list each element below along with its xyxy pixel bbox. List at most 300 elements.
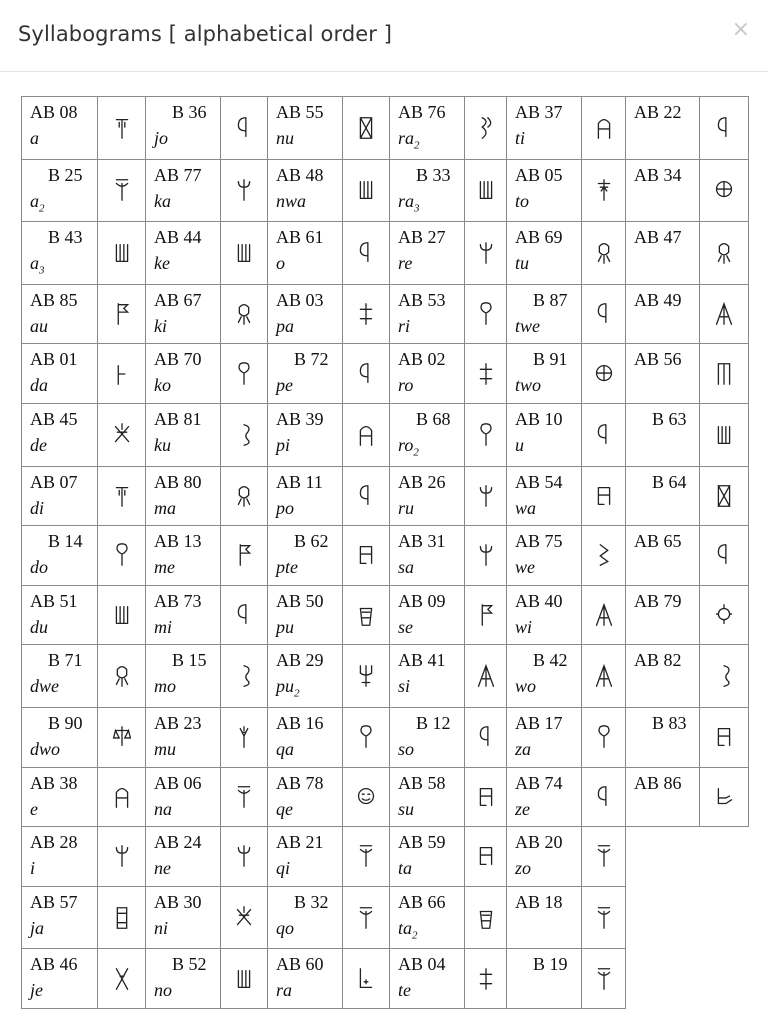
sign-code: AB 53: [398, 289, 446, 310]
sign-code: AB 31: [398, 531, 446, 552]
table-row: [22, 403, 749, 466]
sign-code: B 62: [294, 531, 329, 552]
sign-glyph-cell: [98, 284, 146, 344]
sign-code: AB 23: [154, 712, 202, 733]
sign-sound-subscript: 2: [412, 929, 418, 942]
syllabogram-glyph-icon: [475, 965, 497, 993]
sign-code: AB 18: [515, 891, 563, 912]
sign-cell: [22, 585, 98, 645]
syllabogram-glyph-icon: [233, 114, 255, 142]
sign-cell: [626, 403, 700, 466]
sign-sound-value: di: [30, 497, 45, 518]
sign-code: AB 70: [154, 349, 202, 370]
sign-cell: [626, 526, 700, 586]
sign-code: AB 01: [30, 349, 78, 370]
sign-sound-value: te: [398, 980, 411, 1001]
sign-code: AB 49: [634, 289, 682, 310]
sign-cell: [22, 344, 98, 404]
syllabogram-glyph-icon: [475, 723, 497, 751]
sign-code: AB 07: [30, 471, 78, 492]
sign-glyph-cell: [465, 827, 507, 887]
sign-code: AB 46: [30, 954, 78, 975]
sign-sound-value: ne: [154, 858, 171, 879]
sign-code: AB 74: [515, 772, 563, 793]
sign-cell: [626, 222, 700, 285]
sign-cell: [146, 949, 221, 1009]
table-row: [22, 466, 749, 526]
syllabogram-glyph-icon: [475, 176, 497, 204]
sign-sound-value: [634, 495, 699, 521]
sign-cell: [146, 344, 221, 404]
sign-cell: [146, 159, 221, 222]
sign-glyph-cell: [98, 97, 146, 160]
syllabogram-glyph-icon: [233, 482, 255, 510]
syllabogram-glyph-icon: [355, 904, 377, 932]
syllabogram-glyph-icon: [111, 541, 133, 569]
sign-cell: [268, 949, 343, 1009]
sign-glyph-cell: [465, 526, 507, 586]
sign-cell: [507, 585, 582, 645]
sign-glyph-cell: [582, 222, 626, 285]
sign-glyph-cell: [582, 284, 626, 344]
sign-sound-value: au: [30, 315, 48, 336]
syllabogram-glyph-icon: [475, 421, 497, 449]
sign-glyph-cell: [98, 526, 146, 586]
syllabogram-glyph-icon: [475, 239, 497, 267]
syllabogram-glyph-icon: [233, 176, 255, 204]
syllabogram-glyph-icon: [233, 300, 255, 328]
sign-code: AB 76: [398, 102, 446, 122]
sign-sound-value: [634, 736, 699, 762]
sign-cell: [626, 284, 700, 344]
sign-sound-value: za: [515, 738, 532, 759]
sign-cell: [22, 767, 98, 827]
sign-glyph-cell: [98, 949, 146, 1009]
sign-cell: [268, 827, 343, 887]
sign-cell: [626, 159, 700, 222]
syllabogram-glyph-icon: [593, 965, 615, 993]
table-row: [22, 159, 749, 222]
sign-sound-subscript: 2: [413, 446, 419, 459]
sign-code: B 15: [172, 650, 207, 671]
syllabogram-glyph-icon: [233, 662, 255, 690]
table-row: [22, 526, 749, 586]
sign-cell: [268, 159, 343, 222]
sign-code: AB 54: [515, 471, 563, 492]
empty-cell: [626, 949, 749, 1009]
sign-glyph-cell: [343, 585, 390, 645]
sign-sound-value: $ra_2$: [398, 128, 420, 152]
sign-glyph-cell: [221, 645, 268, 708]
sign-glyph-cell: [582, 466, 626, 526]
sign-sound-value: de: [30, 434, 47, 455]
sign-sound-value: [634, 250, 699, 276]
sign-cell: [390, 159, 465, 222]
sign-sound-value: se: [398, 616, 413, 637]
sign-sound-value: ke: [154, 253, 170, 274]
sign-cell: [146, 767, 221, 827]
sign-cell: [390, 403, 465, 466]
syllabogram-glyph-icon: [111, 723, 133, 751]
sign-cell: [390, 949, 465, 1009]
sign-cell: [146, 827, 221, 887]
sign-sound-value: ka: [154, 190, 171, 211]
sign-cell: [507, 827, 582, 887]
sign-cell: [146, 97, 221, 160]
syllabogram-glyph-icon: [593, 360, 615, 388]
sign-glyph-cell: [221, 159, 268, 222]
syllabogram-glyph-icon: [233, 904, 255, 932]
sign-cell: [146, 645, 221, 708]
syllabogram-glyph-icon: [355, 114, 377, 142]
sign-code: AB 09: [398, 590, 446, 611]
sign-code: AB 55: [276, 102, 324, 122]
sign-glyph-cell: [465, 284, 507, 344]
sign-glyph-cell: [343, 949, 390, 1009]
sign-code: AB 81: [154, 408, 202, 429]
sign-cell: [146, 526, 221, 586]
sign-cell: [146, 222, 221, 285]
syllabogram-glyph-icon: [233, 239, 255, 267]
syllabogram-glyph-icon: [111, 904, 133, 932]
sign-cell: [390, 585, 465, 645]
syllabogram-glyph-icon: [355, 239, 377, 267]
syllabogram-glyph-icon: [713, 114, 735, 142]
sign-code: AB 59: [398, 832, 446, 853]
sign-cell: [626, 466, 700, 526]
sign-cell: [268, 526, 343, 586]
sign-sound-value: mo: [154, 676, 176, 697]
sign-glyph-cell: [700, 707, 749, 767]
sign-sound-value: [634, 372, 699, 398]
syllabogram-glyph-icon: [713, 239, 735, 267]
sign-cell: [268, 344, 343, 404]
syllabogram-glyph-icon: [111, 482, 133, 510]
sign-sound-value: ze: [515, 798, 530, 819]
sign-code: AB 26: [398, 471, 446, 492]
sign-glyph-cell: [98, 222, 146, 285]
syllabogram-glyph-icon: [355, 482, 377, 510]
sign-glyph-cell: [343, 707, 390, 767]
syllabogram-glyph-icon: [475, 360, 497, 388]
sign-glyph-cell: [221, 886, 268, 949]
sign-sound-value: [634, 796, 699, 822]
sign-code: AB 21: [276, 832, 324, 853]
syllabogram-glyph-icon: [475, 904, 497, 932]
syllabogram-glyph-icon: [233, 842, 255, 870]
sign-sound-value: [634, 313, 699, 339]
sign-cell: [390, 344, 465, 404]
sign-code: B 14: [48, 531, 83, 552]
sign-sound-value: [634, 188, 699, 214]
sign-cell: [268, 97, 343, 160]
syllabogram-glyph-icon: [111, 239, 133, 267]
sign-glyph-cell: [98, 585, 146, 645]
sign-cell: [268, 767, 343, 827]
sign-glyph-cell: [582, 159, 626, 222]
sign-cell: [626, 97, 700, 160]
sign-code: AB 45: [30, 408, 78, 429]
sign-sound-value: na: [154, 798, 172, 819]
syllabogram-glyph-icon: [355, 176, 377, 204]
sign-cell: [268, 645, 343, 708]
sign-sound-value: to: [515, 190, 530, 211]
sign-code: B 63: [652, 408, 687, 429]
sign-sound-value: $a_2$: [30, 190, 45, 215]
sign-code: B 87: [533, 289, 568, 310]
sign-glyph-cell: [700, 466, 749, 526]
table-row: [22, 886, 749, 949]
sign-code: AB 73: [154, 590, 202, 611]
sign-sound-value: a: [30, 128, 39, 148]
table-row: [22, 344, 749, 404]
sign-glyph-cell: [700, 403, 749, 466]
sign-cell: [146, 585, 221, 645]
syllabogram-glyph-icon: [593, 176, 615, 204]
sign-sound-value: pu: [276, 616, 294, 637]
sign-sound-value: tu: [515, 253, 530, 274]
sign-sound-value: du: [30, 616, 48, 637]
table-row: [22, 222, 749, 285]
sign-glyph-cell: [700, 344, 749, 404]
sign-cell: [22, 222, 98, 285]
sign-code: B 12: [416, 712, 451, 733]
sign-cell: [390, 886, 465, 949]
syllabogram-glyph-icon: [355, 601, 377, 629]
syllabogram-glyph-icon: [713, 601, 735, 629]
sign-code: AB 02: [398, 349, 446, 370]
syllabogram-glyph-icon: [111, 965, 133, 993]
sign-glyph-cell: [582, 949, 626, 1009]
sign-code: AB 61: [276, 227, 324, 248]
sign-code: AB 34: [634, 164, 682, 185]
sign-sound-subscript: 2: [294, 687, 300, 700]
sign-sound-value: twe: [515, 315, 540, 336]
sign-glyph-cell: [98, 159, 146, 222]
close-icon[interactable]: ×: [731, 17, 750, 42]
sign-code: B 36: [172, 102, 207, 122]
sign-sound-value: [634, 432, 699, 458]
sign-code: B 72: [294, 349, 329, 370]
sign-code: AB 77: [154, 164, 202, 185]
sign-sound-value: ta: [398, 858, 413, 879]
sign-sound-value: [515, 915, 581, 941]
table-row: [22, 949, 749, 1009]
sign-cell: [390, 707, 465, 767]
sign-sound-value: [515, 977, 581, 1003]
sign-code: B 33: [416, 164, 451, 185]
sign-sound-value: su: [398, 798, 415, 819]
syllabogram-glyph-icon: [355, 783, 377, 811]
sign-cell: [390, 645, 465, 708]
sign-glyph-cell: [221, 97, 268, 160]
syllabogram-glyph-icon: [593, 783, 615, 811]
sign-code: AB 24: [154, 832, 202, 853]
syllabogram-glyph-icon: [475, 601, 497, 629]
syllabogram-glyph-icon: [713, 300, 735, 328]
sign-sound-value: $a_3$: [30, 253, 45, 277]
sign-cell: [268, 707, 343, 767]
sign-code: AB 05: [515, 164, 563, 185]
sign-sound-value: ra: [276, 980, 293, 1001]
sign-glyph-cell: [582, 645, 626, 708]
sign-sound-value: e: [30, 798, 38, 819]
syllabogram-glyph-icon: [593, 300, 615, 328]
syllabogram-glyph-icon: [475, 842, 497, 870]
sign-glyph-cell: [221, 284, 268, 344]
sign-cell: [390, 222, 465, 285]
sign-code: B 32: [294, 891, 329, 912]
syllabogram-glyph-icon: [111, 842, 133, 870]
sign-glyph-cell: [700, 159, 749, 222]
syllabogram-glyph-icon: [233, 783, 255, 811]
sign-code: B 25: [48, 164, 83, 185]
sign-glyph-cell: [343, 403, 390, 466]
sign-code: AB 04: [398, 954, 446, 975]
sign-sound-subscript: 3: [39, 264, 45, 277]
syllabogram-glyph-icon: [475, 783, 497, 811]
sign-sound-subscript: 3: [414, 202, 420, 215]
sign-sound-value: dwe: [30, 676, 59, 697]
sign-code: AB 58: [398, 772, 446, 793]
sign-code: AB 60: [276, 954, 324, 975]
sign-cell: [146, 707, 221, 767]
sign-glyph-cell: [700, 222, 749, 285]
sign-cell: [390, 284, 465, 344]
sign-glyph-cell: [221, 949, 268, 1009]
sign-cell: [390, 526, 465, 586]
sign-glyph-cell: [343, 767, 390, 827]
empty-cell: [626, 886, 749, 949]
sign-sound-value: $ro_2$: [398, 434, 419, 459]
syllabogram-glyph-icon: [111, 300, 133, 328]
sign-code: AB 37: [515, 102, 563, 122]
sign-cell: [22, 645, 98, 708]
sign-cell: [626, 767, 700, 827]
sign-sound-value: $pu_2$: [276, 676, 300, 700]
sign-code: AB 85: [30, 289, 78, 310]
sign-cell: [22, 526, 98, 586]
syllabogram-glyph-icon: [593, 239, 615, 267]
sign-code: AB 06: [154, 772, 202, 793]
sign-sound-value: [634, 673, 699, 699]
sign-sound-value: mi: [154, 616, 172, 637]
sign-cell: [507, 767, 582, 827]
sign-sound-value: wi: [515, 616, 533, 637]
sign-code: AB 69: [515, 227, 563, 248]
sign-glyph-cell: [343, 344, 390, 404]
sign-glyph-cell: [98, 707, 146, 767]
syllabogram-glyph-icon: [713, 482, 735, 510]
sign-glyph-cell: [465, 949, 507, 1009]
sign-glyph-cell: [582, 827, 626, 887]
sign-glyph-cell: [343, 97, 390, 160]
sign-sound-value: $ta_2$: [398, 917, 418, 942]
sign-glyph-cell: [465, 645, 507, 708]
sign-code: AB 51: [30, 590, 78, 611]
sign-code: AB 86: [634, 772, 682, 793]
sign-cell: [268, 284, 343, 344]
sign-glyph-cell: [465, 159, 507, 222]
sign-sound-value: wa: [515, 497, 537, 518]
sign-sound-value: ko: [154, 375, 171, 396]
sign-cell: [268, 403, 343, 466]
sign-cell: [390, 466, 465, 526]
syllabogram-glyph-icon: [355, 842, 377, 870]
sign-sound-value: $ra_3$: [398, 190, 420, 215]
sign-cell: [22, 707, 98, 767]
syllabogram-glyph-icon: [475, 662, 497, 690]
syllabogram-glyph-icon: [713, 421, 735, 449]
sign-glyph-cell: [700, 767, 749, 827]
sign-cell: [268, 222, 343, 285]
sign-sound-value: si: [398, 676, 411, 697]
sign-sound-value: ku: [154, 434, 171, 455]
sign-cell: [507, 949, 582, 1009]
sign-glyph-cell: [221, 222, 268, 285]
syllabogram-glyph-icon: [355, 360, 377, 388]
sign-code: B 71: [48, 650, 83, 671]
sign-glyph-cell: [465, 466, 507, 526]
sign-cell: [507, 403, 582, 466]
sign-cell: [22, 97, 98, 160]
sign-sound-value: o: [276, 253, 285, 274]
sign-cell: [146, 403, 221, 466]
sign-glyph-cell: [465, 585, 507, 645]
syllabogram-glyph-icon: [713, 360, 735, 388]
sign-code: AB 57: [30, 891, 78, 912]
sign-glyph-cell: [700, 585, 749, 645]
sign-code: AB 17: [515, 712, 563, 733]
sign-code: AB 75: [515, 531, 563, 552]
sign-sound-value: po: [276, 497, 294, 518]
sign-code: AB 66: [398, 891, 446, 912]
syllabogram-glyph-icon: [713, 662, 735, 690]
table-row: [22, 707, 749, 767]
sign-cell: [507, 707, 582, 767]
syllabogram-glyph-icon: [475, 541, 497, 569]
syllabogram-glyph-icon: [593, 662, 615, 690]
syllabogram-grid: [21, 96, 749, 1009]
sign-glyph-cell: [98, 344, 146, 404]
sign-glyph-cell: [98, 466, 146, 526]
sign-sound-value: ni: [154, 917, 169, 938]
sign-code: AB 38: [30, 772, 78, 793]
sign-code: AB 29: [276, 650, 324, 671]
sign-code: B 19: [533, 954, 568, 975]
sign-code: AB 65: [634, 531, 682, 552]
sign-sound-value: me: [154, 557, 175, 578]
sign-cell: [626, 344, 700, 404]
sign-cell: [507, 284, 582, 344]
sign-code: AB 39: [276, 408, 324, 429]
sign-sound-value: qe: [276, 798, 293, 819]
sign-code: AB 16: [276, 712, 324, 733]
sign-cell: [507, 159, 582, 222]
sign-cell: [268, 466, 343, 526]
modal-title: Syllabograms [ alphabetical order ]: [18, 22, 393, 46]
syllabogram-glyph-icon: [475, 300, 497, 328]
syllabogram-glyph-icon: [475, 114, 497, 142]
sign-sound-value: mu: [154, 738, 176, 759]
sign-sound-value: qa: [276, 738, 294, 759]
sign-cell: [507, 344, 582, 404]
syllabogram-glyph-icon: [593, 601, 615, 629]
sign-glyph-cell: [582, 344, 626, 404]
syllabogram-glyph-icon: [233, 421, 255, 449]
syllabogram-glyph-icon: [233, 360, 255, 388]
sign-cell: [507, 466, 582, 526]
